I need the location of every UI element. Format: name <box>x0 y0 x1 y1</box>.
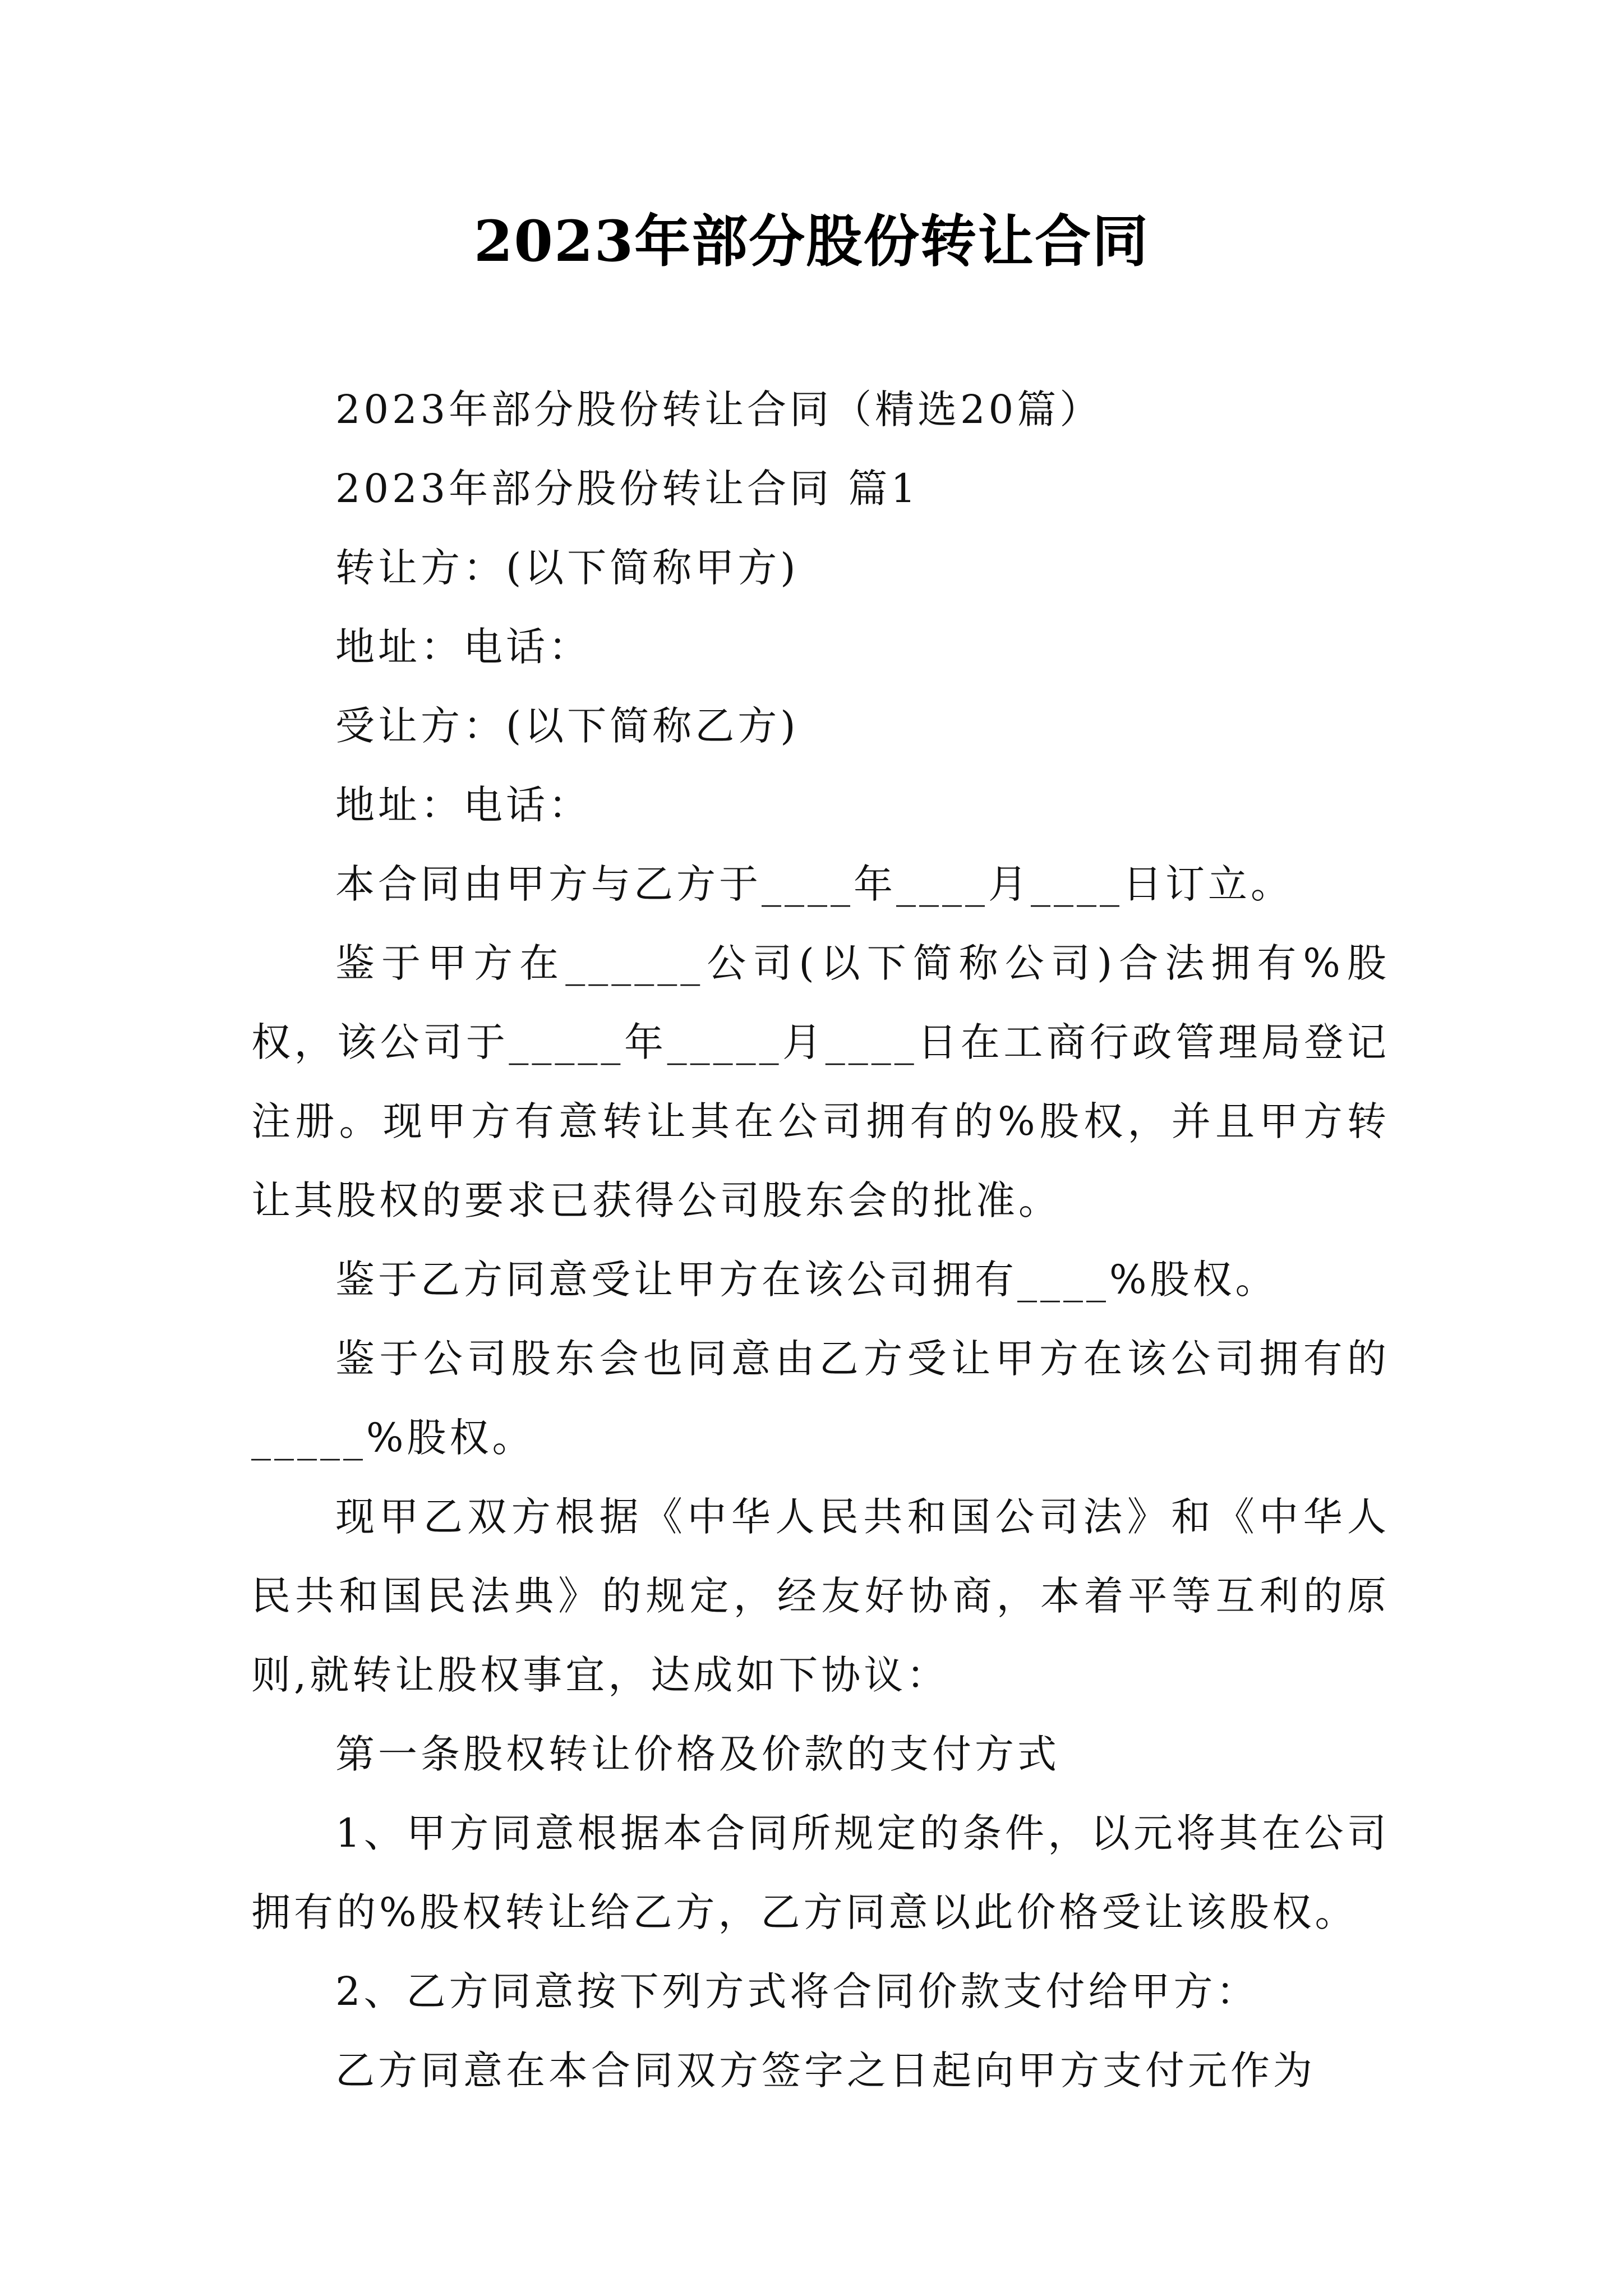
document-title: 2023年部分股份转让合同 <box>473 208 1150 274</box>
paragraph-whereas-2: 鉴于乙方同意受让甲方在该公司拥有____%股权。 <box>335 1257 1278 1303</box>
paragraph-contract-date: 本合同由甲方与乙方于____年____月____日订立。 <box>335 861 1293 907</box>
paragraph-payment-terms: 乙方同意在本合同双方签字之日起向甲方支付元作为 <box>335 2047 1316 2093</box>
paragraph-whereas-3: 鉴于公司股东会也同意由乙方受让甲方在该公司拥有的_____%股权。 <box>251 1336 1390 1461</box>
paragraph-transferor-address: 地址：电话： <box>335 624 591 670</box>
document-body <box>251 370 1390 2110</box>
paragraph-article-1-item-2: 2、乙方同意按下列方式将合同价款支付给甲方： <box>335 1968 1259 2014</box>
paragraph-transferee: 受让方：(以下简称乙方) <box>335 703 799 749</box>
paragraph-whereas-1: 鉴于甲方在______公司(以下简称公司)合法拥有%股权，该公司于_____年_____月____日在工商行政管理局登记注册。现甲方有意转让其在公司拥有的%股权，并且甲方转让其股权的要求已获得公司股东会的批准。 <box>251 940 1390 1223</box>
paragraph-transferee-address: 地址：电话： <box>335 782 591 828</box>
paragraph-article-1-item-1: 1、甲方同意根据本合同所规定的条件，以元将其在公司拥有的%股权转让给乙方，乙方同意以此价格受让该股权。 <box>251 1810 1390 1935</box>
paragraph-article-1-heading: 第一条股权转让价格及价款的支付方式 <box>335 1731 1060 1777</box>
paragraph-section-heading: 2023年部分股份转让合同 篇1 <box>335 466 919 512</box>
paragraph-agreement-basis: 现甲乙双方根据《中华人民共和国公司法》和《中华人民共和国民法典》的规定，经友好协商，本着平等互利的原则,就转让股权事宜，达成如下协议： <box>251 1494 1390 1698</box>
paragraph-transferor: 转让方：(以下简称甲方) <box>335 545 799 591</box>
paragraph-subtitle: 2023年部分股份转让合同（精选20篇） <box>335 386 1103 432</box>
